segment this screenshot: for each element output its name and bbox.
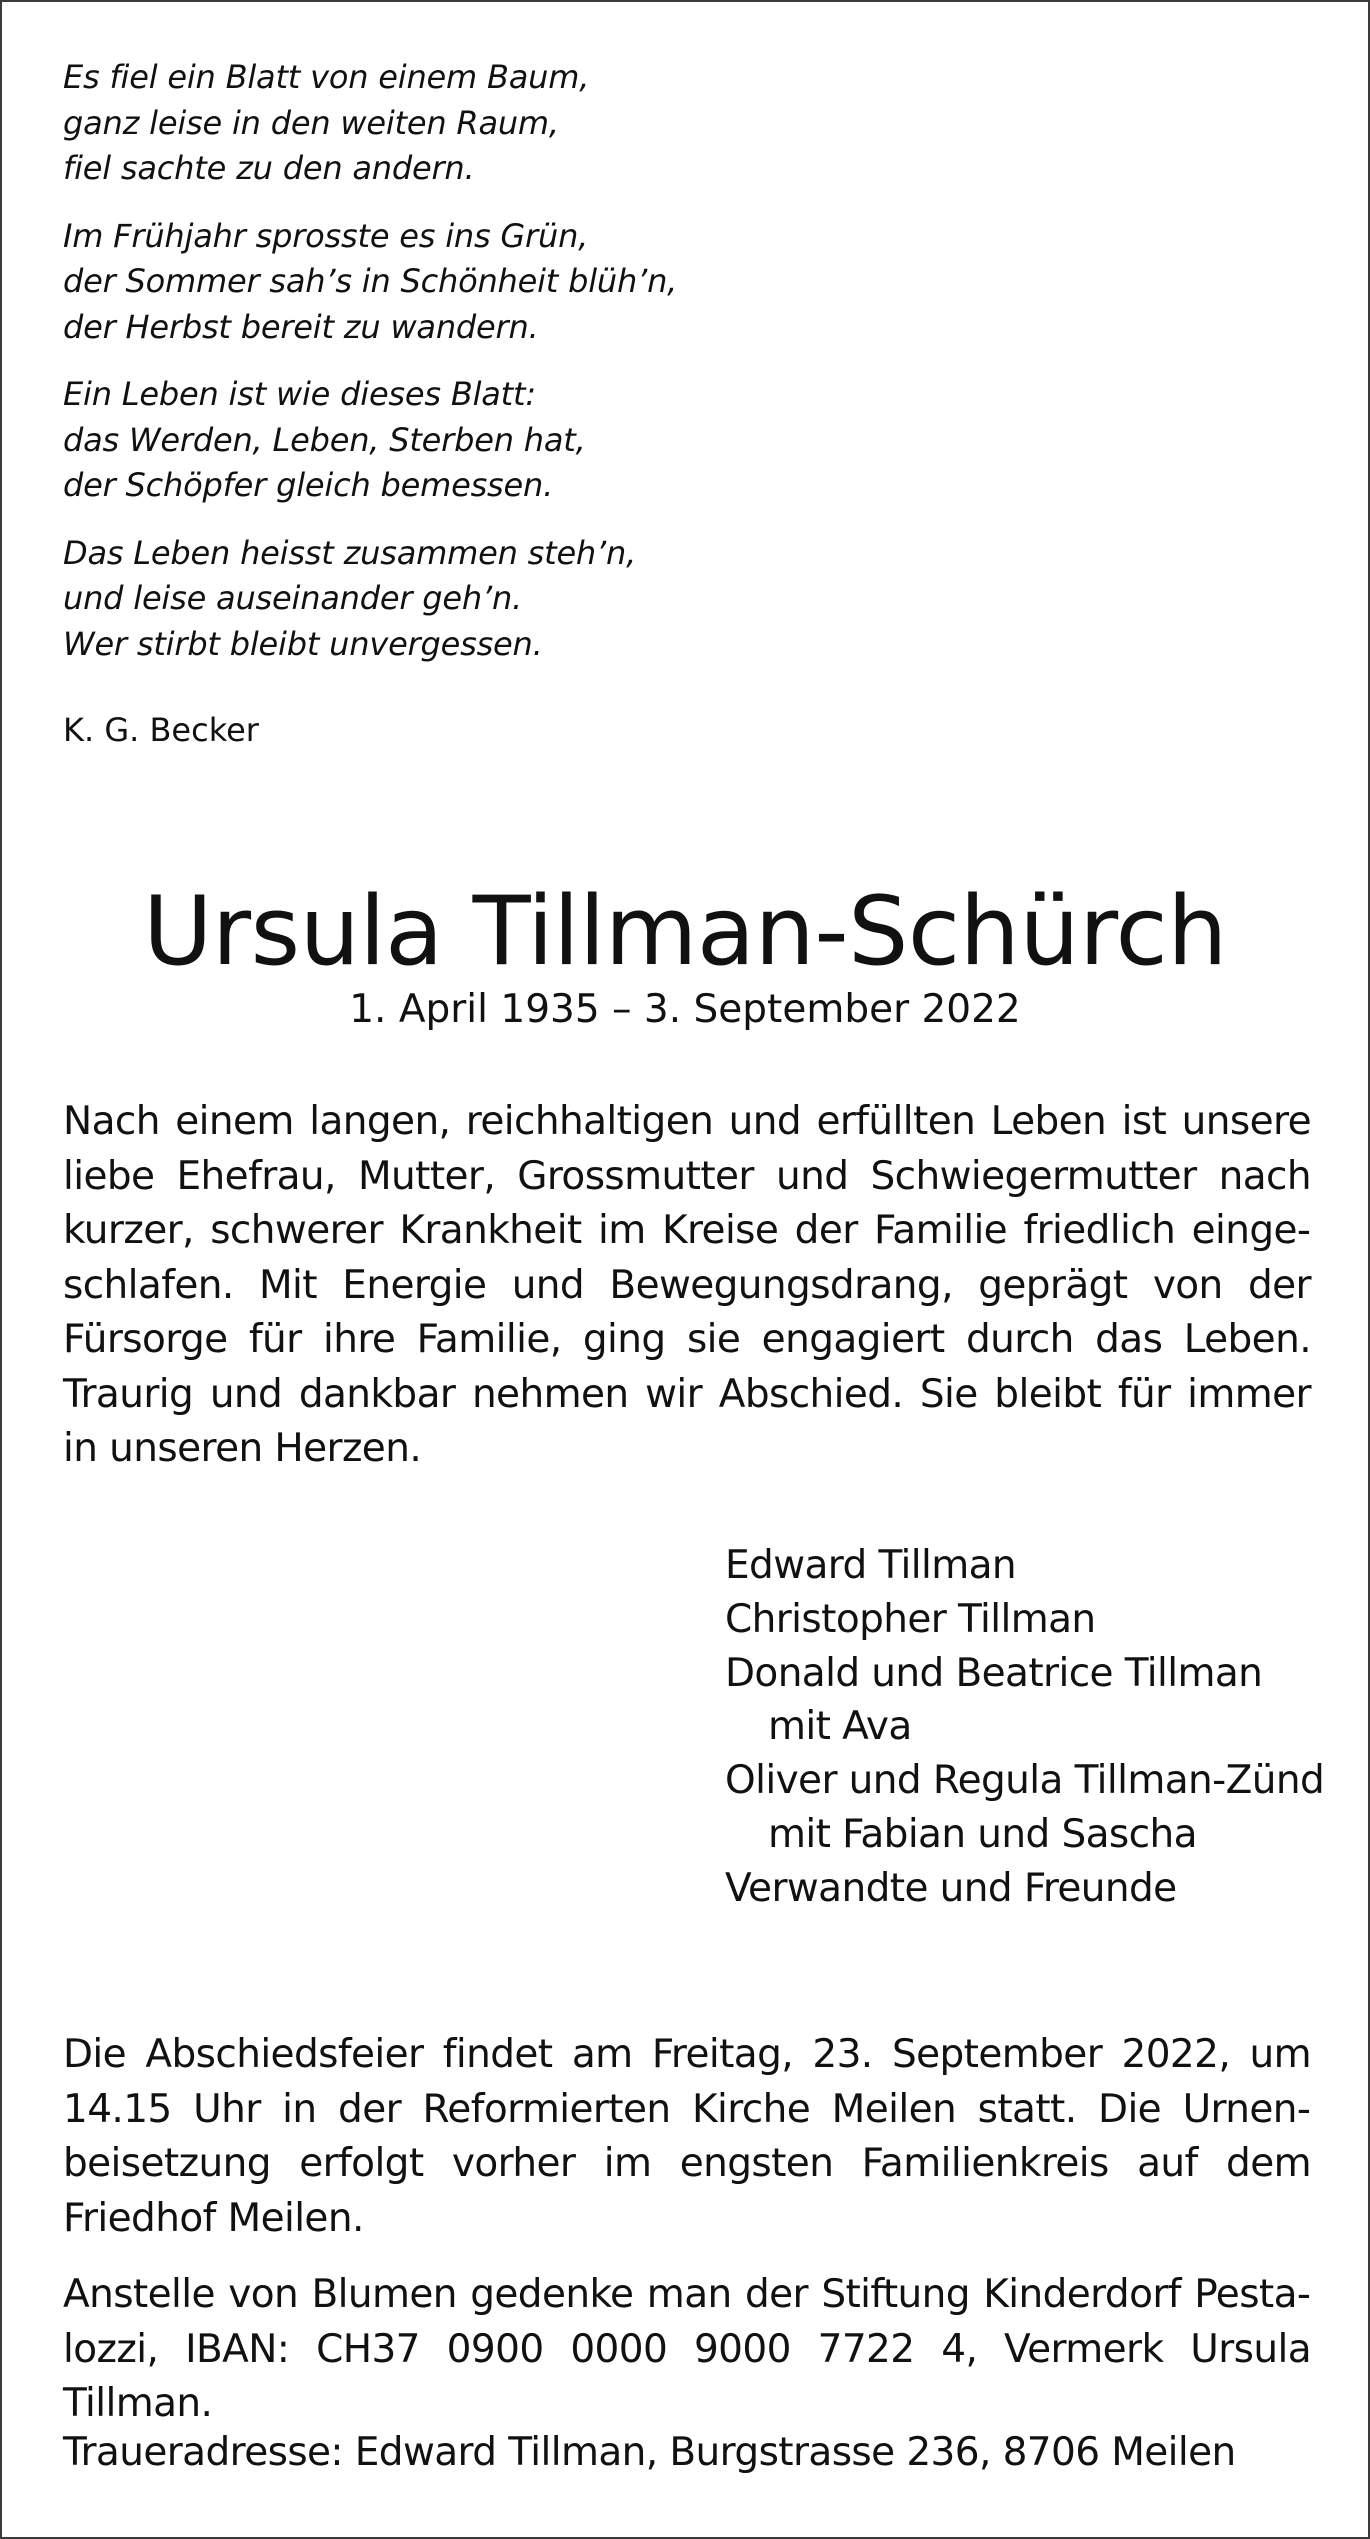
life-dates: 1. April 1935 – 3. September 2022 [349, 987, 1021, 1032]
poem-line: Ein Leben ist wie dieses Blatt: [63, 375, 536, 413]
poem-line: der Herbst bereit zu wandern. [63, 307, 539, 346]
poem-line: der Sommer sah’s in Schönheit blüh’n, [63, 262, 678, 300]
poem-line: Das Leben heisst zusammen steh’n, [63, 533, 637, 572]
mourner-line: Verwandte und Freunde [725, 1865, 1177, 1911]
obituary-text: Nach einem langen, reichhaltigen und erfüllten Leben ist unsere liebe Ehefrau, Mutter, Grossmutter und Schwiegermutter nach kurzer, schwerer Krankheit im Kreise der Familie friedlich eingeschlafen. Mit Energie und Bewegungsdrang, geprägt von der Fürsorge für ihre Familie, ging sie engagiert durch das Leben. Traurig und dankbar nehmen wir Abschied. Sie bleibt für immer in unseren Herzen. [63, 1099, 1311, 1471]
mourning-address: Traueradresse: Edward Tillman, Burgstrasse 236, 8706 Meilen [63, 2430, 1236, 2475]
mourner-line: Oliver und Regula Tillman-Zünd [725, 1758, 1325, 1804]
poem-line: das Werden, Leben, Sterben hat, [63, 420, 586, 459]
mourner-line: Christopher Tillman [725, 1596, 1096, 1642]
donation-info: Anstelle von Blumen gedenke man der Stiftung Kinderdorf Pestalozzi, IBAN: CH37 0900 0000 9000 7722 4, Vermerk Ursula Tillman. [63, 2272, 1311, 2426]
poem-line: der Schöpfer gleich bemessen. [63, 466, 554, 504]
mourner-line: mit Ava [768, 1704, 912, 1750]
poem-line: Im Frühjahr sprosste es ins Grün, [63, 216, 589, 255]
poem-line: und leise auseinander geh’n. [63, 579, 522, 617]
poem [63, 55, 763, 689]
poem-stanza [63, 531, 763, 668]
ceremony-info: Die Abschiedsfeier findet am Freitag, 23. September 2022, um 14.15 Uhr in der Reformierten Kirche Meilen statt. Die Urnenbeisetzung erfolgt vorher im engsten Familienkreis auf dem Friedhof Meilen. [63, 2032, 1311, 2241]
mourners-list [725, 1539, 1345, 1916]
poem-stanza [63, 214, 763, 351]
mourner-line: mit Fabian und Sascha [768, 1811, 1197, 1857]
poem-line: fiel sachte zu den andern. [63, 149, 475, 187]
poem-stanza [63, 372, 763, 509]
poem-author: K. G. Becker [63, 711, 259, 749]
poem-stanza [63, 55, 763, 192]
mourner-line: Edward Tillman [725, 1543, 1017, 1588]
poem-line: Wer stirbt bleibt unvergessen. [63, 624, 543, 663]
mourner-line: Donald und Beatrice Tillman [725, 1650, 1263, 1696]
deceased-name: Ursula Tillman-Schürch [142, 877, 1227, 987]
poem-line: ganz leise in den weiten Raum, [63, 103, 559, 142]
poem-line: Es fiel ein Blatt von einem Baum, [63, 58, 590, 96]
